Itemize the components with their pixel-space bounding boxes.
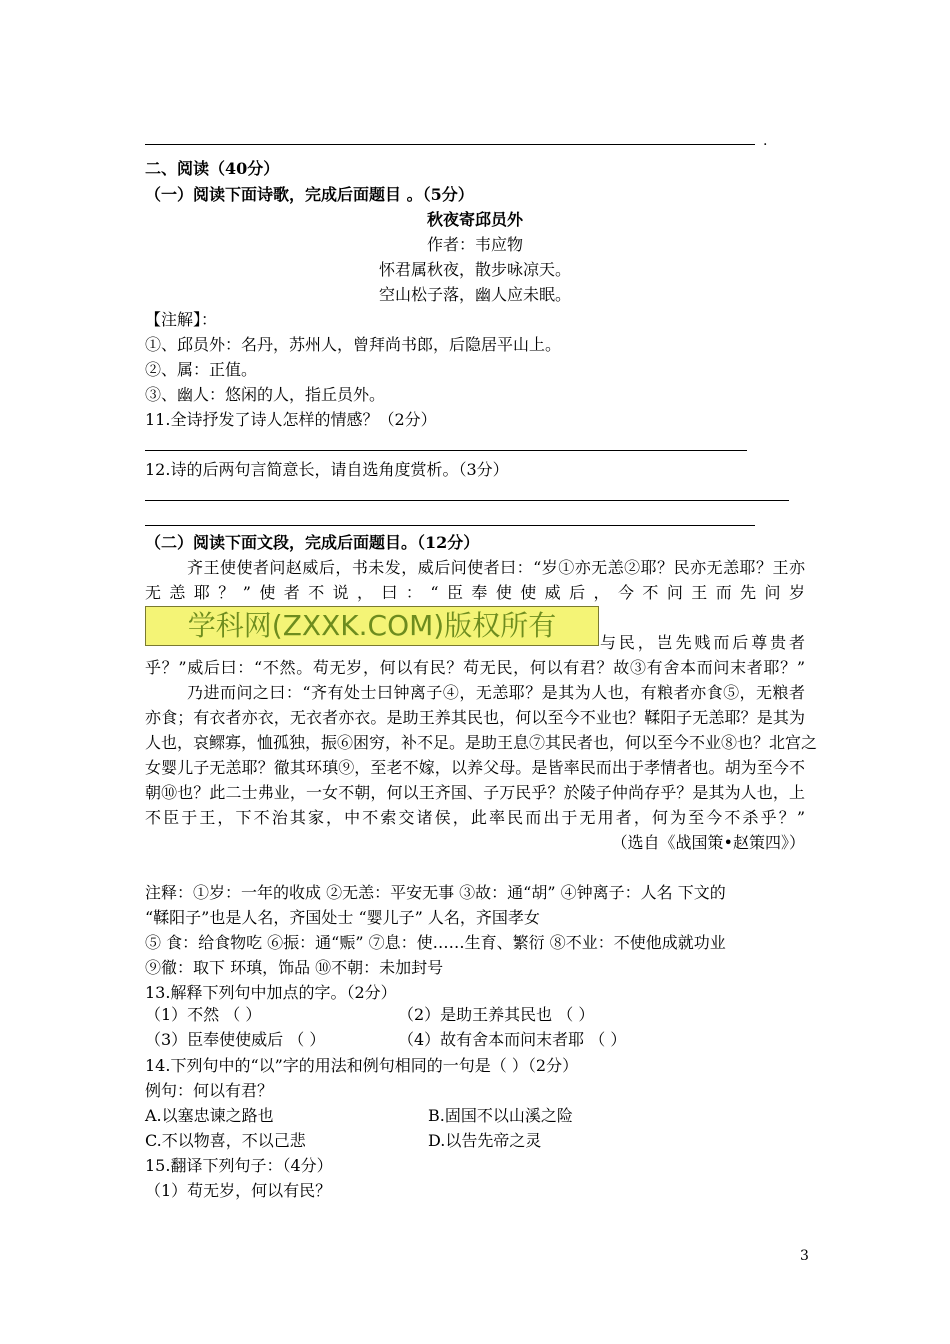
section-title: 二、阅读（40分）: [145, 159, 280, 178]
option-b: B.固国不以山溪之险: [428, 1106, 573, 1125]
passage-line: 不臣于王，下不治其家，中不索交诸侯，此率民而出于无用者，何为至今不杀乎？”: [145, 808, 805, 827]
poem-line-1: 怀君属秋夜，散步咏凉天。: [378, 260, 571, 279]
passage-line: 人也，哀鳏寡，恤孤独，振⑥困穷，补不足。是助王息⑦其民者也，何以至今不业⑧也？北宫之: [145, 733, 818, 752]
answer-line: [145, 144, 755, 145]
passage-source: （选自《战国策•赵策四》）: [611, 833, 805, 852]
option-c: C.不以物喜，不以己悲: [145, 1131, 306, 1150]
question-14: 14.下列句中的“以”字的用法和例句相同的一句是（ ）（2分）: [145, 1056, 579, 1075]
passage-line: 齐王使使者问赵威后，书未发，威后问使者曰：“岁①亦无恙②耶？民亦无恙耶？王亦: [187, 558, 805, 577]
poem-note-3: ③、幽人：悠闲的人，指丘员外。: [145, 385, 386, 404]
question-11: 11.全诗抒发了诗人怎样的情感？（2分）: [145, 410, 437, 429]
passage-notes-line: ⑤ 食：给食物吃 ⑥振：通“赈” ⑦息：使……生育、繁衍 ⑧不业：不使他成就功业: [145, 933, 726, 952]
answer-line: [145, 500, 789, 501]
page-number: 3: [800, 1248, 809, 1264]
passage-notes-line: ⑨徹：取下 环瑱，饰品 ⑩不朝：未加封号: [145, 958, 444, 977]
question-12: 12.诗的后两句言简意长，请自选角度赏析。（3分）: [145, 460, 509, 479]
poem-note-1: ①、邱员外：名丹，苏州人，曾拜尚书郎，后隐居平山上。: [145, 335, 562, 354]
watermark-logo: 学科网(ZXXK.COM)版权所有: [145, 606, 599, 646]
poem-line-2: 空山松子落，幽人应未眠。: [378, 285, 571, 304]
passage-line: 无恙耶？”使者不说，曰：“臣奉使使威后，今不问王而先问岁: [145, 583, 805, 602]
passage-line: 女婴儿子无恙耶？徹其环瑱⑨，至老不嫁，以养父母。是皆率民而出于孝情者也。胡为至今不: [145, 758, 805, 777]
answer-line: [145, 525, 755, 526]
question-15: 15.翻译下列句子：（4分）: [145, 1156, 333, 1175]
question-15-item-1: （1）苟无岁，何以有民？: [145, 1181, 332, 1200]
poem-author: 作者：韦应物: [426, 235, 523, 254]
question-13-item-4: （4）故有舍本而问末者耶 （ ）: [398, 1030, 627, 1049]
poem-title: 秋夜寄邱员外: [426, 210, 523, 229]
question-13: 13.解释下列句中加点的字。（2分）: [145, 983, 397, 1002]
top-mark: .: [763, 133, 768, 149]
question-14-example: 例句：何以有君？: [145, 1081, 274, 1100]
passage-notes-line: 注释：①岁：一年的收成 ②无恙：平安无事 ③故：通“胡” ④钟离子：人名 下文的: [145, 883, 726, 902]
notes-label: 【注解】：: [145, 310, 218, 329]
passage-line: 乃进而问之曰：“齐有处士曰钟离子④，无恙耶？是其为人也，有粮者亦食⑤，无粮者: [187, 683, 805, 702]
answer-line: [145, 450, 747, 451]
question-13-item-1: （1）不然 （ ）: [145, 1005, 262, 1024]
part1-heading: （一）阅读下面诗歌，完成后面题目 。（5分）: [145, 185, 474, 204]
question-13-item-2: （2）是助王养其民也 （ ）: [398, 1005, 595, 1024]
poem-note-2: ②、属：正值。: [145, 360, 258, 379]
passage-line: 乎？”威后曰：“不然。苟无岁，何以有民？苟无民，何以有君？故③有舍本而问末者耶？”: [145, 658, 805, 677]
question-13-item-3: （3）臣奉使使威后 （ ）: [145, 1030, 326, 1049]
part2-heading: （二）阅读下面文段，完成后面题目。（12分）: [145, 533, 480, 552]
passage-line: 亦食；有衣者亦衣，无衣者亦衣。是助王养其民也，何以至今不业也？鞣阳子无恙耶？是其为: [145, 708, 805, 727]
passage-line: 朝⑩也？此二士弗业，一女不朝，何以王齐国、子万民乎？於陵子仲尚存乎？是其为人也，上: [145, 783, 805, 802]
passage-notes-line: “鞣阳子”也是人名，齐国处士 “婴儿子” 人名，齐国孝女: [145, 908, 540, 927]
passage-line: 与民，岂先贱而后尊贵者: [600, 633, 805, 652]
option-a: A.以塞忠谏之路也: [145, 1106, 274, 1125]
option-d: D.以告先帝之灵: [428, 1131, 542, 1150]
